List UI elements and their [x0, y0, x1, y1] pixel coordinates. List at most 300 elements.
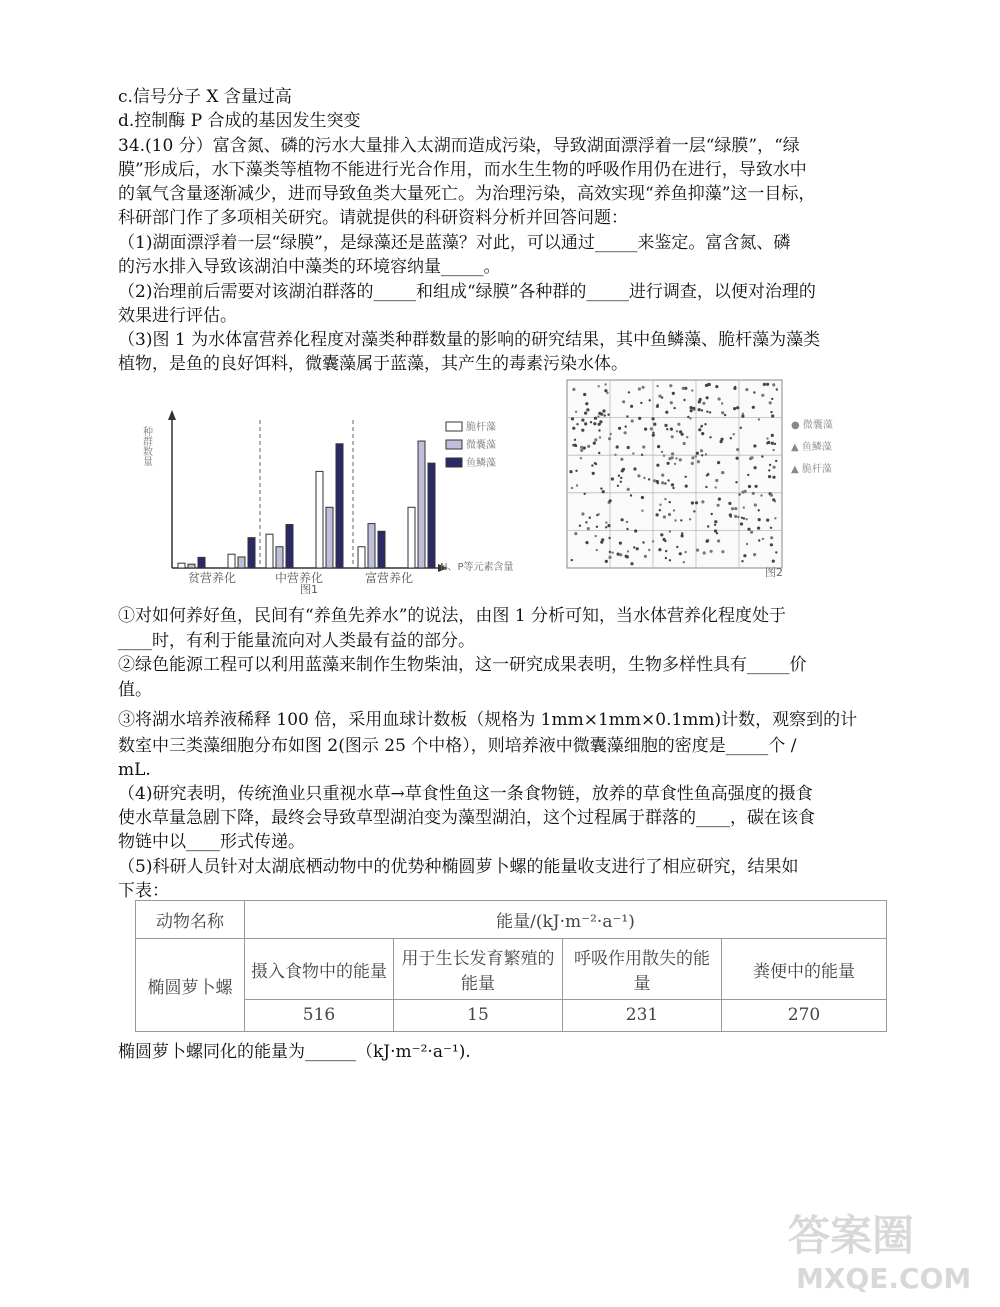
- line-5: 科研部门作了多项相关研究。请就提供的科研资料分析并回答问题：: [118, 208, 628, 228]
- cell-dot: [701, 432, 704, 435]
- cell-dot: [747, 528, 750, 531]
- bar-0-0-0: [178, 563, 185, 568]
- cell-dot: [730, 437, 732, 439]
- cell-dot: [697, 460, 700, 463]
- cell-dot: [597, 415, 599, 417]
- cell-dot: [592, 472, 595, 475]
- cell-dot: [669, 559, 671, 561]
- cell-dot: [571, 559, 573, 561]
- cell-dot: [750, 456, 753, 459]
- cell-dot: [766, 383, 769, 386]
- cell-dot: [652, 417, 655, 420]
- legend-swatch-1: [446, 440, 462, 449]
- cell-dot: [584, 493, 586, 495]
- cell-dot: [693, 510, 695, 512]
- cell-dot: [690, 406, 693, 409]
- cell-dot: [587, 527, 590, 530]
- cell-dot: [574, 439, 576, 441]
- y-axis-arrow: [168, 410, 176, 420]
- cell-dot: [580, 457, 582, 459]
- cell-dot: [772, 560, 775, 563]
- cell-dot: [606, 392, 608, 394]
- cell-dot: [771, 434, 774, 437]
- cell-dot: [663, 455, 665, 457]
- cell-dot: [663, 515, 666, 518]
- cell-dot: [658, 548, 661, 551]
- cell-dot: [735, 481, 737, 483]
- line-22: （5)科研人员针对太湖底栖动物中的优势种椭圆萝卜螺的能量收支进行了相应研究，结果如: [118, 857, 799, 877]
- cell-dot: [608, 556, 611, 559]
- value-2: 231: [563, 999, 722, 1031]
- bar-1-1-1: [326, 507, 333, 568]
- cell-dot: [636, 547, 639, 550]
- bar-2-1-1: [418, 441, 425, 568]
- cell-dot: [721, 402, 723, 404]
- cell-dot: [622, 400, 625, 403]
- bar-0-0-2: [198, 557, 205, 568]
- cell-dot: [581, 429, 584, 432]
- cell-dot: [620, 477, 622, 479]
- cell-dot: [758, 418, 760, 420]
- legend-label-2: 鱼鳞藻: [466, 458, 496, 469]
- cell-dot: [731, 507, 734, 510]
- line-6: （1)湖面漂浮着一层“绿膜”，是绿藻还是蓝藻？对此，可以通过_____来鉴定。富含氮、磷: [118, 233, 791, 253]
- cell-dot: [598, 412, 601, 415]
- cell-dot: [680, 519, 682, 521]
- cell-dot: [715, 479, 718, 482]
- cell-dot: [627, 446, 630, 449]
- figure-2-legend-1: ▲ 鱼鳞藻: [791, 442, 832, 453]
- cell-dot: [666, 428, 668, 430]
- cell-dot: [587, 445, 590, 448]
- cell-dot: [752, 492, 755, 495]
- cell-dot: [642, 386, 645, 389]
- cell-dot: [632, 452, 634, 454]
- cell-dot: [667, 462, 670, 465]
- cell-dot: [631, 419, 634, 422]
- cell-dot: [669, 501, 671, 503]
- col-header-1: 用于生长发育繁殖的能量: [394, 939, 563, 999]
- cell-dot: [776, 388, 778, 390]
- cell-dot: [572, 427, 575, 430]
- cell-dot: [575, 470, 577, 472]
- cell-dot: [773, 466, 776, 469]
- bar-0-1-1: [238, 557, 245, 568]
- cell-dot: [760, 494, 762, 496]
- cell-dot: [650, 427, 653, 430]
- cell-dot: [644, 428, 647, 431]
- cell-dot: [579, 525, 581, 527]
- cell-dot: [696, 549, 699, 552]
- cell-dot: [605, 560, 608, 563]
- bar-0-1-2: [248, 538, 255, 568]
- cell-dot: [714, 524, 716, 526]
- cell-dot: [724, 414, 726, 416]
- cell-dot: [691, 462, 694, 465]
- cell-dot: [665, 550, 667, 552]
- cell-dot: [598, 429, 600, 431]
- cell-dot: [728, 502, 731, 505]
- cell-dot: [701, 454, 703, 456]
- cell-dot: [709, 436, 711, 438]
- cell-dot: [585, 402, 588, 405]
- bar-2-0-0: [358, 547, 365, 568]
- cell-dot: [748, 485, 751, 488]
- line-23: 下表：: [118, 881, 169, 901]
- cell-dot: [740, 427, 742, 429]
- line-0: c.信号分子 X 含量过高: [118, 87, 292, 107]
- cell-dot: [575, 411, 577, 413]
- cell-dot: [572, 388, 575, 391]
- line-7: 的污水排入导致该湖泊中藻类的环境容纳量_____。: [118, 257, 501, 277]
- line-21: 物链中以____形式传递。: [118, 832, 305, 852]
- cell-dot: [706, 411, 708, 413]
- cell-dot: [758, 509, 760, 511]
- cell-dot: [701, 500, 704, 503]
- cell-dot: [753, 553, 756, 556]
- cell-dot: [747, 474, 749, 476]
- cell-dot: [676, 546, 678, 548]
- bar-1-1-0: [316, 471, 323, 568]
- figure-1-bar-chart: [140, 410, 560, 596]
- line-19: （4)研究表明，传统渔业只重视水草→草食性鱼这一条食物链，放养的草食性鱼高强度的摄食: [118, 784, 813, 804]
- cell-dot: [626, 528, 628, 530]
- cell-dot: [620, 481, 622, 483]
- col-header-3: 粪便中的能量: [722, 939, 887, 999]
- cell-dot: [672, 392, 675, 395]
- cell-dot: [770, 527, 772, 529]
- cell-dot: [619, 542, 622, 545]
- cell-dot: [754, 466, 757, 469]
- cell-dot: [761, 455, 763, 457]
- cell-dot: [583, 393, 586, 396]
- cell-dot: [684, 551, 686, 553]
- cell-dot: [658, 395, 661, 398]
- animal-header: 动物名称: [136, 901, 245, 939]
- cell-dot: [734, 386, 736, 388]
- cell-dot: [673, 509, 675, 511]
- cell-dot: [770, 543, 773, 546]
- cell-dot: [590, 421, 592, 423]
- energy-table: [135, 900, 887, 1032]
- line-14: ②绿色能源工程可以利用蓝藻来制作生物柴油，这一研究成果表明，生物多样性具有_____价: [118, 655, 807, 675]
- cell-dot: [663, 538, 666, 541]
- cell-dot: [637, 474, 640, 477]
- cell-dot: [583, 446, 586, 449]
- cell-dot: [659, 504, 661, 506]
- cell-dot: [668, 513, 671, 516]
- cell-dot: [707, 473, 709, 475]
- cell-dot: [640, 402, 642, 404]
- cell-dot: [608, 437, 611, 440]
- cell-dot: [611, 477, 614, 480]
- cell-dot: [585, 541, 588, 544]
- cell-dot: [706, 540, 709, 543]
- cell-dot: [774, 517, 776, 519]
- cell-dot: [671, 435, 674, 438]
- cell-dot: [691, 501, 694, 504]
- cell-dot: [596, 526, 598, 528]
- cell-dot: [571, 417, 574, 420]
- cell-dot: [598, 385, 600, 387]
- cell-dot: [703, 551, 706, 554]
- cell-dot: [721, 411, 724, 414]
- cell-dot: [774, 443, 776, 445]
- cell-dot: [661, 474, 664, 477]
- cell-dot: [758, 518, 761, 521]
- cell-dot: [716, 532, 718, 534]
- cell-dot: [627, 550, 629, 552]
- cell-dot: [696, 452, 699, 455]
- line-3: 膜”形成后，水下藻类等植物不能进行光合作用，而水生生物的呼吸作用仍在进行，导致水中: [118, 160, 807, 180]
- cell-dot: [771, 442, 774, 445]
- cell-dot: [614, 454, 616, 456]
- cell-dot: [621, 518, 624, 521]
- cell-dot: [604, 414, 606, 416]
- cell-dot: [705, 453, 707, 455]
- cell-dot: [633, 467, 636, 470]
- cell-dot: [763, 383, 766, 386]
- cell-dot: [775, 551, 777, 553]
- cell-dot: [707, 383, 710, 386]
- cell-dot: [701, 409, 703, 411]
- cell-dot: [580, 446, 583, 449]
- cell-dot: [595, 535, 597, 537]
- cell-dot: [695, 455, 697, 457]
- cell-dot: [689, 417, 691, 419]
- cell-dot: [691, 456, 694, 459]
- x-tick-0: 贫营养化: [188, 571, 237, 585]
- cell-dot: [674, 463, 676, 465]
- cell-dot: [598, 513, 600, 515]
- line-20: 使水草量急剧下降，最终会导致草型湖泊变为藻型湖泊，这个过程属于群落的____，碳在该食: [118, 808, 815, 828]
- bar-2-0-2: [378, 531, 385, 568]
- line-18: mL.: [118, 760, 151, 780]
- cell-dot: [766, 519, 769, 522]
- cell-dot: [633, 546, 635, 548]
- cell-dot: [717, 539, 720, 542]
- cell-dot: [675, 457, 677, 459]
- animal-name: 椭圆萝卜螺: [136, 939, 245, 1032]
- cell-dot: [679, 430, 682, 433]
- bar-1-1-2: [336, 444, 343, 568]
- cell-dot: [733, 433, 735, 435]
- cell-dot: [679, 552, 682, 555]
- cell-dot: [630, 494, 632, 496]
- cell-dot: [621, 469, 624, 472]
- cell-dot: [619, 553, 622, 556]
- cell-dot: [608, 537, 610, 539]
- figure-2-legend-0: ● 微囊藻: [791, 420, 833, 431]
- bar-2-0-1: [368, 524, 375, 568]
- cell-dot: [768, 469, 770, 471]
- cell-dot: [737, 516, 739, 518]
- cell-dot: [659, 509, 661, 511]
- cell-dot: [609, 551, 611, 553]
- cell-dot: [709, 411, 711, 413]
- cell-dot: [670, 428, 673, 431]
- question-34-line: 34.(10 分）富含氮、磷的污水大量排入太湖而造成污染，导致湖面漂浮着一层“绿膜”，“绿: [118, 136, 800, 156]
- bar-1-0-2: [286, 525, 293, 568]
- cell-dot: [685, 485, 688, 488]
- cell-dot: [758, 539, 760, 541]
- cell-dot: [638, 387, 641, 390]
- cell-dot: [625, 425, 627, 427]
- cell-dot: [600, 487, 602, 489]
- bar-0-0-1: [188, 564, 195, 568]
- cell-dot: [743, 517, 745, 519]
- cell-dot: [704, 423, 706, 425]
- cell-dot: [706, 396, 709, 399]
- cell-dot: [742, 413, 744, 415]
- cell-dot: [641, 496, 644, 499]
- cell-dot: [596, 549, 598, 551]
- cell-dot: [685, 476, 687, 478]
- cell-dot: [594, 438, 597, 441]
- line-17: 数室中三类藻细胞分布如图 2(图示 25 个中格），则培养液中微囊藻细胞的密度是_____个 /: [118, 736, 797, 756]
- cell-dot: [648, 549, 650, 551]
- value-0: 516: [245, 999, 394, 1031]
- cell-dot: [769, 401, 772, 404]
- cell-dot: [648, 478, 650, 480]
- cell-dot: [674, 519, 676, 521]
- cell-dot: [717, 504, 720, 507]
- cell-dot: [736, 406, 739, 409]
- value-3: 270: [722, 999, 887, 1031]
- cell-dot: [604, 389, 607, 392]
- cell-dot: [618, 475, 620, 477]
- cell-dot: [690, 409, 693, 412]
- cell-dot: [605, 526, 607, 528]
- cell-dot: [702, 402, 705, 405]
- cell-dot: [710, 550, 713, 553]
- cell-dot: [599, 436, 601, 438]
- bar-2-1-2: [428, 463, 435, 568]
- cell-dot: [722, 471, 724, 473]
- y-axis-label: 种群数量: [140, 426, 152, 466]
- cell-dot: [669, 384, 672, 387]
- cell-dot: [611, 552, 613, 554]
- cell-dot: [652, 540, 654, 542]
- cell-dot: [628, 391, 630, 393]
- bar-2-1-0: [408, 507, 415, 568]
- cell-dot: [638, 417, 641, 420]
- cell-dot: [698, 428, 701, 431]
- cell-dot: [670, 401, 673, 404]
- cell-dot: [585, 521, 587, 523]
- watermark-logo: [778, 1200, 978, 1295]
- line-15: 值。: [118, 680, 152, 700]
- cell-dot: [772, 449, 774, 451]
- cell-dot: [691, 389, 693, 391]
- cell-dot: [576, 484, 578, 486]
- line-9: 效果进行评估。: [118, 306, 237, 326]
- legend-swatch-2: [446, 458, 462, 467]
- cell-dot: [746, 543, 748, 545]
- cell-dot: [661, 481, 664, 484]
- cell-dot: [591, 464, 593, 466]
- cell-dot: [734, 507, 737, 510]
- cell-dot: [665, 411, 668, 414]
- cell-dot: [741, 560, 743, 562]
- legend: [446, 420, 496, 469]
- cell-dot: [738, 493, 740, 495]
- cell-dot: [604, 383, 606, 385]
- cell-dot: [617, 485, 619, 487]
- cell-dot: [641, 454, 643, 456]
- x-tick-1: 中营养化: [275, 571, 324, 585]
- cell-dot: [770, 536, 773, 539]
- cell-dot: [745, 518, 747, 520]
- cell-dot: [681, 534, 684, 537]
- cell-dot: [754, 503, 757, 506]
- cell-dot: [705, 486, 707, 488]
- cell-dot: [626, 415, 628, 417]
- cell-dot: [656, 385, 658, 387]
- figure-2-legend-2: ▲ 脆杆藻: [791, 464, 832, 475]
- cell-dot: [581, 512, 584, 515]
- cell-dot: [772, 476, 775, 479]
- cell-dot: [769, 464, 771, 466]
- line-12: ①对如何养好鱼，民间有“养鱼先养水”的说法，由图 1 分析可知，当水体营养化程度处于: [118, 606, 787, 626]
- cell-dot: [717, 461, 720, 464]
- cell-dot: [743, 554, 746, 557]
- cell-dot: [627, 488, 630, 491]
- line-4: 的氧气含量逐渐减少，进而导致鱼类大量死亡。为治理污染，高效实现“养鱼抑藻”这一目标，: [118, 184, 816, 204]
- cell-dot: [772, 498, 775, 501]
- cell-dot: [757, 527, 760, 530]
- bar-1-0-0: [266, 534, 273, 568]
- figure-2-hemocytometer-grid: [565, 378, 855, 578]
- cell-dot: [574, 444, 577, 447]
- cell-dot: [571, 487, 573, 489]
- cell-dot: [617, 553, 620, 556]
- cell-dot: [714, 520, 717, 523]
- cell-dot: [715, 385, 718, 388]
- cell-dot: [762, 538, 764, 540]
- value-1: 15: [394, 999, 563, 1031]
- line-1: d.控制酶 P 合成的基因发生突变: [118, 111, 361, 131]
- cell-dot: [605, 521, 607, 523]
- cell-dot: [660, 533, 663, 536]
- cell-dot: [643, 477, 645, 479]
- cell-dot: [679, 458, 682, 461]
- cell-dot: [594, 417, 597, 420]
- cell-dot: [753, 391, 755, 393]
- cell-dot: [620, 458, 623, 461]
- cell-dot: [677, 423, 680, 426]
- line-13: ____时，有利于能量流向对人类最有益的部分。: [118, 631, 475, 651]
- cell-dot: [750, 531, 753, 534]
- cell-dot: [775, 460, 777, 462]
- cell-dot: [609, 433, 611, 435]
- cell-dot: [599, 420, 602, 423]
- cell-dot: [607, 414, 609, 416]
- bars-group: [178, 441, 435, 568]
- cell-dot: [634, 529, 637, 532]
- cell-dot: [736, 448, 739, 451]
- bar-1-0-1: [276, 547, 283, 568]
- cell-dot: [673, 407, 675, 409]
- line-8: （2)治理前后需要对该湖泊群落的_____和组成“绿膜”各种群的_____进行调查，以便对治理的: [118, 282, 816, 302]
- cell-dot: [656, 513, 659, 516]
- cell-dot: [593, 422, 596, 425]
- cell-dot: [683, 561, 685, 563]
- cell-dot: [752, 406, 755, 409]
- cell-dot: [698, 408, 701, 411]
- cell-dot: [721, 550, 724, 553]
- cell-dot: [766, 437, 768, 439]
